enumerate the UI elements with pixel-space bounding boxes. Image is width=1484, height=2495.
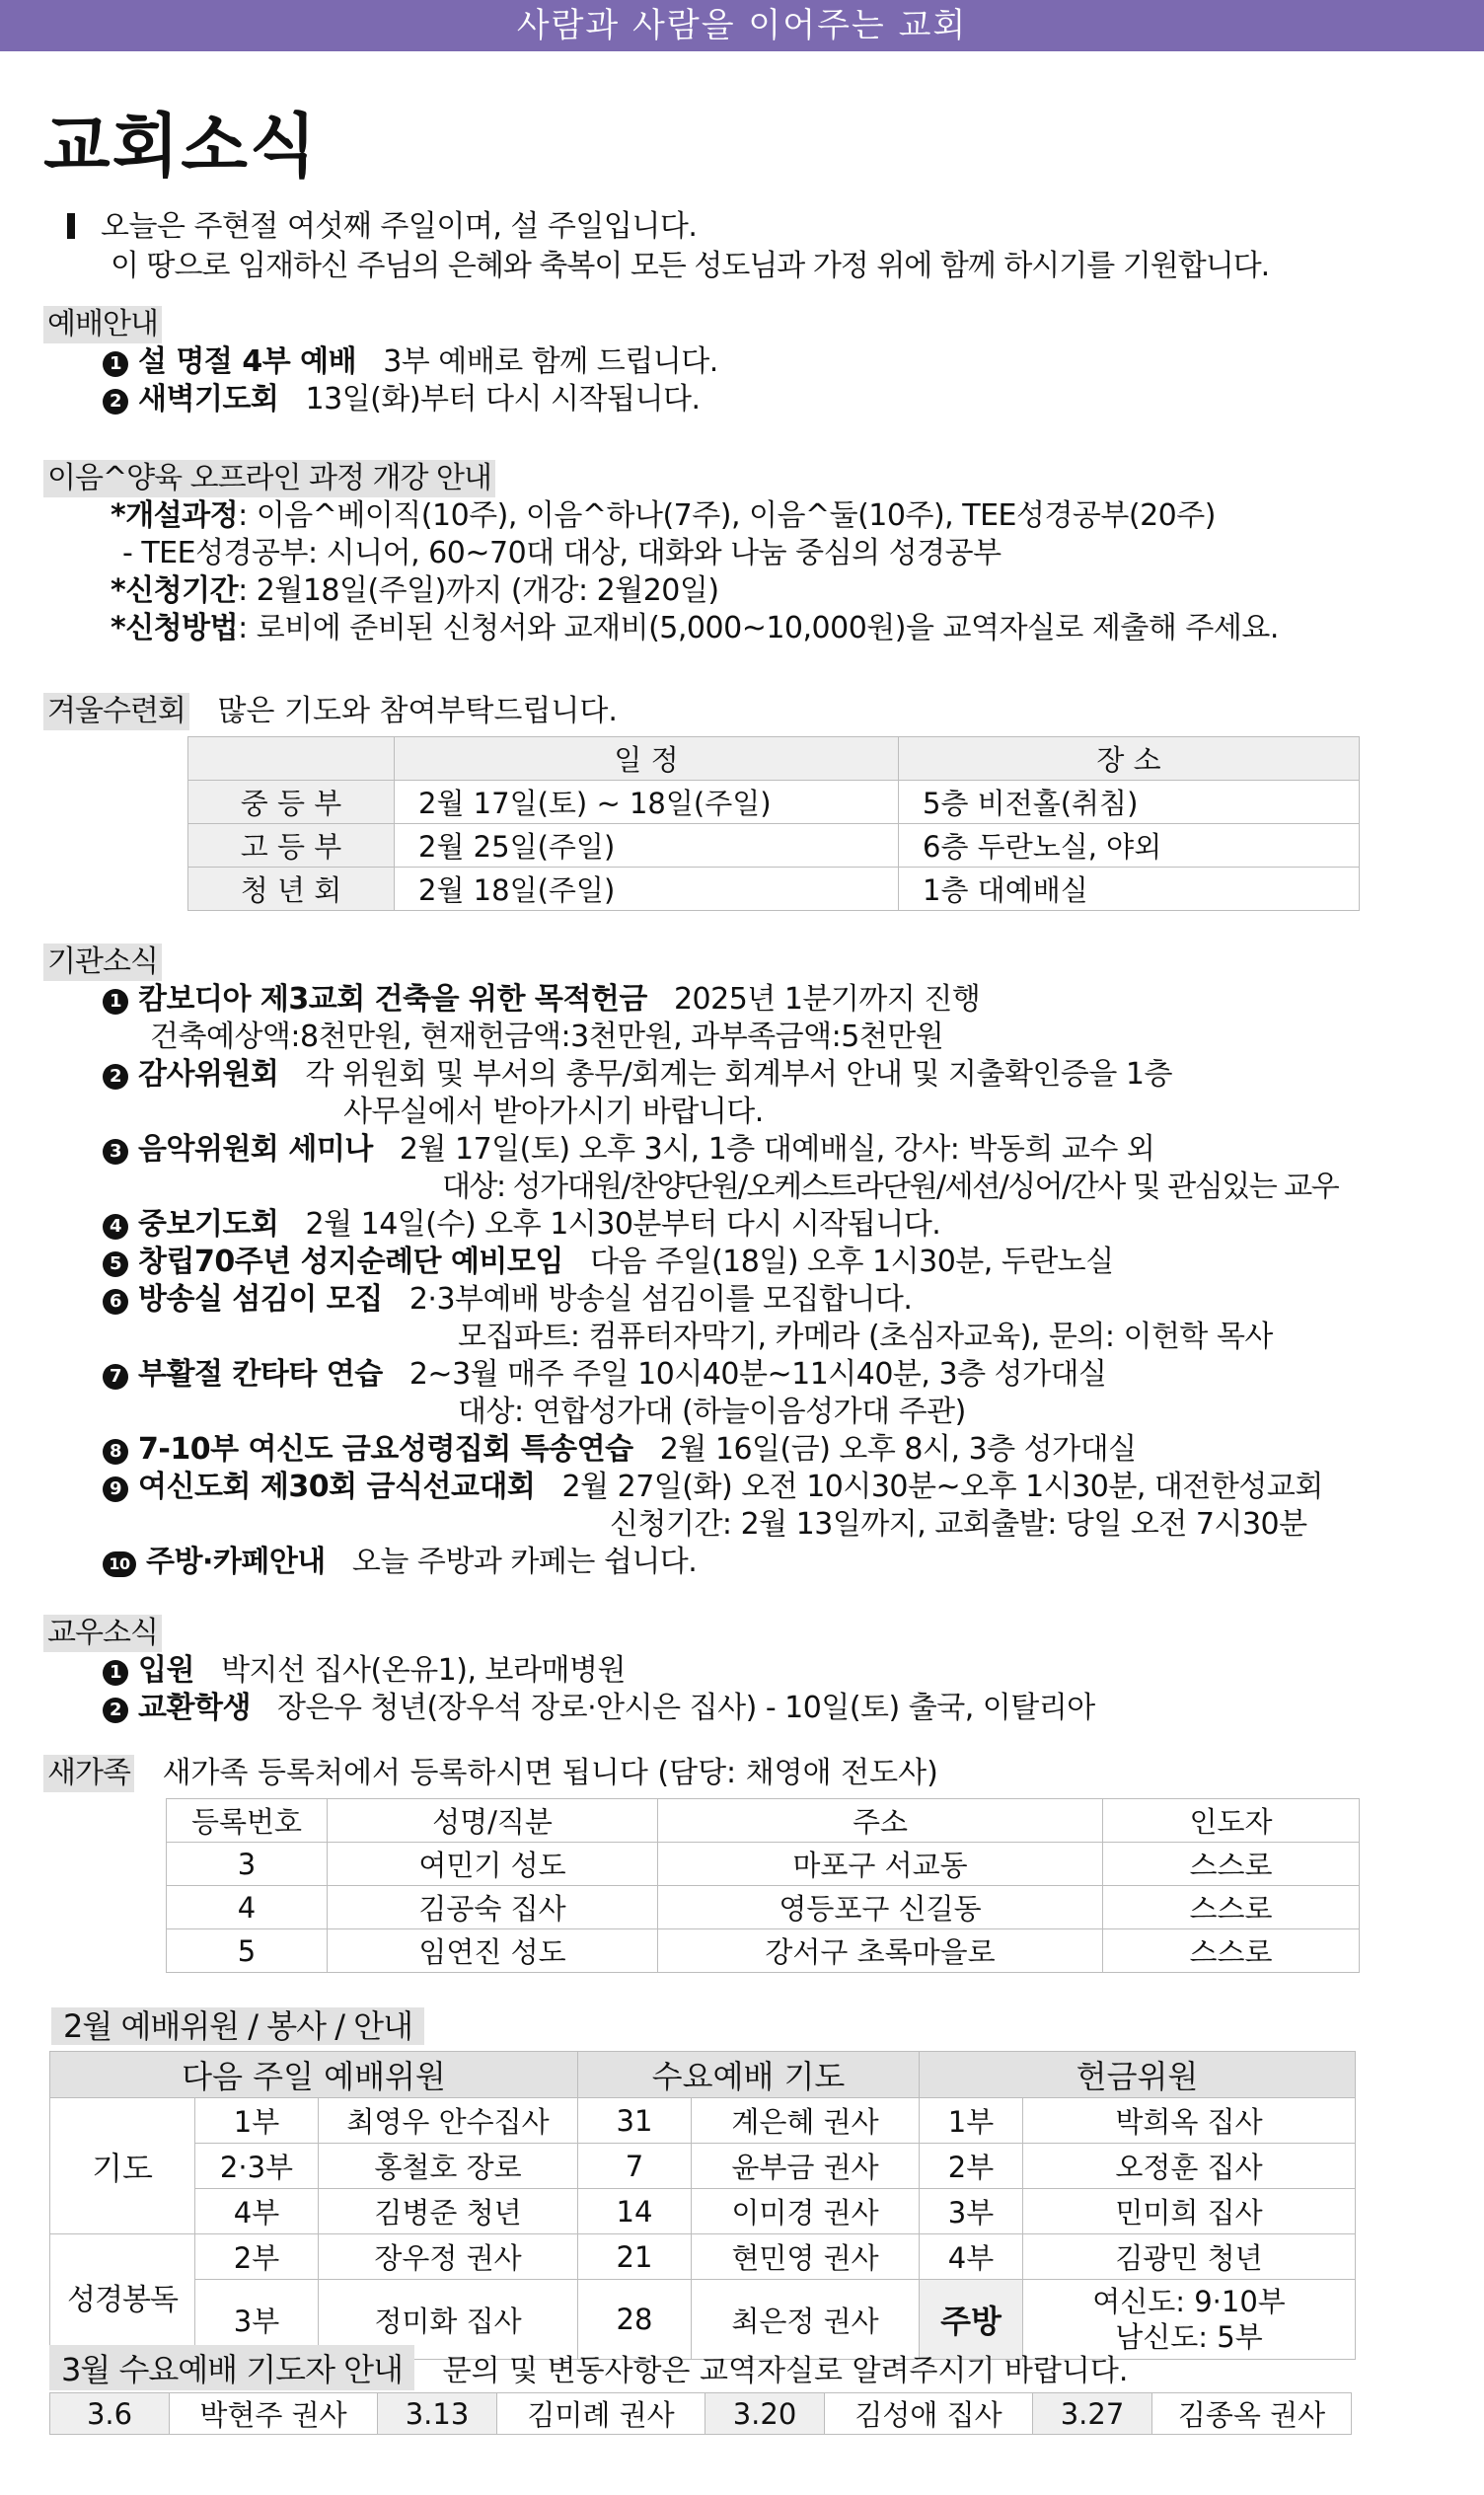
table-header-row (167, 1799, 1360, 1843)
agency-subline: 건축예상액:8천만원, 현재헌금액:3천만원, 과부족금액:5천만원 (150, 1020, 944, 1054)
table-cell: 3.20 (705, 2393, 825, 2435)
table-row (50, 2098, 1356, 2144)
table-cell: 28 (578, 2280, 692, 2360)
page-title: 교회소식 (43, 105, 319, 187)
training-line: *신청방법: 로비에 준비된 신청서와 교재비(5,000~10,000원)을 교역자실로 제출해 주세요. (111, 611, 1279, 645)
agency-subline: 신청기간: 2월 13일까지, 교회출발: 당일 오전 7시30분 (610, 1507, 1307, 1542)
march-section-header (49, 2345, 1128, 2390)
agency-subline: 대상: 연합성가대 (하늘이음성가대 주관) (458, 1395, 966, 1429)
table-cell: 김종옥 권사 (1152, 2393, 1352, 2435)
table-cell: 1부 (195, 2098, 319, 2144)
table-cell: 정미화 집사 (319, 2280, 578, 2360)
feb-section-header (51, 2007, 1472, 2047)
table-cell (188, 737, 395, 781)
kitchen-line: 남신도: 5부 (1115, 2320, 1263, 2354)
table-cell: 2·3부 (195, 2144, 319, 2189)
table-cell: 청 년 회 (188, 868, 395, 911)
number-badge-icon: 2 (103, 1698, 128, 1723)
table-header: 등록번호 (167, 1799, 328, 1843)
training-line: *개설과정: 이음^베이직(10주), 이음^하나(7주), 이음^둘(10주), TEE성경공부(20주) (111, 498, 1216, 533)
table-row (188, 824, 1360, 868)
table-header: 다음 주일 예배위원 (50, 2052, 578, 2098)
table-row (167, 1843, 1360, 1886)
number-badge-icon: 1 (103, 1660, 128, 1686)
members-item: 1 입원 박지선 집사(온유1), 보라매병원 (43, 1652, 1464, 1690)
newfamily-note: 새가족 등록처에서 등록하시면 됩니다 (담당: 채영애 전도사) (162, 1756, 938, 1790)
table-cell: 21 (578, 2234, 692, 2280)
number-badge-icon: 2 (103, 1064, 128, 1090)
table-cell: 중 등 부 (188, 781, 395, 824)
table-cell: 1층 대예배실 (899, 868, 1360, 911)
table-header: 헌금위원 (920, 2052, 1356, 2098)
table-row (50, 2393, 1352, 2435)
intro-line-1: 오늘은 주현절 여섯째 주일이며, 설 주일입니다. (67, 207, 1269, 247)
table-cell: 여민기 성도 (328, 1843, 658, 1886)
table-cell: 영등포구 신길동 (658, 1886, 1103, 1929)
number-badge-icon: 5 (103, 1251, 128, 1277)
table-cell: 3 (167, 1843, 328, 1886)
section-title: 교우소식 (43, 1615, 162, 1652)
table-cell: 최은정 권사 (692, 2280, 920, 2360)
table-cell: 4부 (195, 2189, 319, 2234)
table-cell: 김성애 집사 (825, 2393, 1033, 2435)
number-badge-icon: 7 (103, 1364, 128, 1390)
intro-line-2: 이 땅으로 임재하신 주님의 은혜와 축복이 모든 성도님과 가정 위에 함께 하시기를 기원합니다. (111, 249, 1270, 283)
table-cell: 장우정 권사 (319, 2234, 578, 2280)
table-cell: 윤부금 권사 (692, 2144, 920, 2189)
newfamily-section-header (43, 1755, 1464, 1792)
table-cell: 3.6 (50, 2393, 170, 2435)
table-header-row (50, 2052, 1356, 2098)
table-cell: 3.13 (378, 2393, 497, 2435)
agency-item: 3 음악위원회 세미나 2월 17일(토) 오후 3시, 1층 대예배실, 강사: 박동희 교수 외 (43, 1131, 1464, 1169)
table-cell: 1부 (920, 2098, 1023, 2144)
table-cell: 3.27 (1033, 2393, 1152, 2435)
section-title: 이음^양육 오프라인 과정 개강 안내 (43, 460, 495, 497)
table-cell: 최영우 안수집사 (319, 2098, 578, 2144)
table-header: 인도자 (1103, 1799, 1360, 1843)
section-title: 겨울수련회 (43, 693, 189, 730)
table-cell: 7 (578, 2144, 692, 2189)
table-cell: 5 (167, 1929, 328, 1973)
worship-section (43, 306, 1464, 418)
table-row (188, 868, 1360, 911)
training-section (43, 460, 1464, 647)
table-cell: 6층 두란노실, 야외 (899, 824, 1360, 868)
table-cell: 강서구 초록마을로 (658, 1929, 1103, 1973)
table-cell: 기도 (50, 2098, 195, 2234)
section-title: 새가족 (43, 1755, 134, 1792)
intro (67, 207, 1269, 286)
table-cell: 김광민 청년 (1023, 2234, 1356, 2280)
agency-section (43, 944, 1464, 1581)
table-cell: 3부 (920, 2189, 1023, 2234)
table-header: 주소 (658, 1799, 1103, 1843)
winter-table (187, 736, 1360, 911)
table-row (50, 2189, 1356, 2234)
newfamily-table (166, 1798, 1360, 1973)
section-title: 예배안내 (43, 306, 162, 343)
table-cell: 현민영 권사 (692, 2234, 920, 2280)
table-header-row (188, 737, 1360, 781)
table-row (167, 1886, 1360, 1929)
number-badge-icon: 9 (103, 1476, 128, 1502)
worship-item: 2 새벽기도회 13일(화)부터 다시 시작됩니다. (43, 381, 1464, 418)
table-cell: 김공숙 집사 (328, 1886, 658, 1929)
kitchen-line: 여신도: 9·10부 (1092, 2285, 1286, 2318)
number-badge-icon: 8 (103, 1439, 128, 1465)
table-cell: 31 (578, 2098, 692, 2144)
top-banner: 사람과 사람을 이어주는 교회 (0, 0, 1484, 51)
table-cell: 김미례 권사 (497, 2393, 705, 2435)
number-badge-icon: 10 (103, 1551, 136, 1577)
training-line: - TEE성경공부: 시니어, 60~70대 대상, 대화와 나눔 중심의 성경공부 (122, 536, 1002, 570)
agency-item: 8 7-10부 여신도 금요성령집회 특송연습 2월 16일(금) 오후 8시, 3층 성가대실 (43, 1431, 1464, 1469)
table-cell: 4부 (920, 2234, 1023, 2280)
section-title: 2월 예배위원 / 봉사 / 안내 (51, 2007, 424, 2045)
number-badge-icon: 4 (103, 1214, 128, 1240)
members-section (43, 1615, 1464, 1727)
worship-item: 1 설 명절 4부 예배 3부 예배로 함께 드립니다. (43, 343, 1464, 381)
table-cell: 계은혜 권사 (692, 2098, 920, 2144)
table-cell: 2월 17일(토) ~ 18일(주일) (395, 781, 899, 824)
agency-item: 2 감사위원회 각 위원회 및 부서의 총무/회계는 회계부서 안내 및 지출확인증을 1층 (43, 1056, 1464, 1094)
table-cell: 5층 비전홀(취침) (899, 781, 1360, 824)
winter-note: 많은 기도와 참여부탁드립니다. (217, 694, 618, 728)
table-cell: 박현주 권사 (170, 2393, 378, 2435)
table-cell: 마포구 서교동 (658, 1843, 1103, 1886)
table-cell: 2월 25일(주일) (395, 824, 899, 868)
table-cell: 주방 (920, 2280, 1023, 2360)
table-cell: 2부 (195, 2234, 319, 2280)
table-row (50, 2144, 1356, 2189)
table-cell: 홍철호 장로 (319, 2144, 578, 2189)
table-row (188, 781, 1360, 824)
table-cell: 3부 (195, 2280, 319, 2360)
table-cell: 김병준 청년 (319, 2189, 578, 2234)
table-cell: 임연진 성도 (328, 1929, 658, 1973)
table-header: 일 정 (395, 737, 899, 781)
table-header: 성명/직분 (328, 1799, 658, 1843)
table-cell: 14 (578, 2189, 692, 2234)
table-cell: 박희옥 집사 (1023, 2098, 1356, 2144)
agency-subline: 대상: 성가대원/찬양단원/오케스트라단원/세션/싱어/간사 및 관심있는 교우 (442, 1170, 1339, 1204)
table-header: 장 소 (899, 737, 1360, 781)
table-cell: 스스로 (1103, 1843, 1360, 1886)
table-cell: 2부 (920, 2144, 1023, 2189)
section-title: 기관소식 (43, 944, 162, 981)
number-badge-icon: 2 (103, 389, 128, 415)
agency-item: 7 부활절 칸타타 연습 2~3월 매주 주일 10시40분~11시40분, 3층 성가대실 (43, 1356, 1464, 1394)
table-cell: 4 (167, 1886, 328, 1929)
agency-item: 5 창립70주년 성지순례단 예비모임 다음 주일(18일) 오후 1시30분, 두란노실 (43, 1244, 1464, 1281)
number-badge-icon: 1 (103, 989, 128, 1015)
agency-subline: 사무실에서 받아가시기 바랍니다. (343, 1095, 764, 1129)
agency-item: 6 방송실 섬김이 모집 2·3부예배 방송실 섬김이를 모집합니다. (43, 1281, 1464, 1319)
agency-subline: 모집파트: 컴퓨터자막기, 카메라 (초심자교육), 문의: 이헌학 목사 (458, 1320, 1273, 1354)
table-cell: 이미경 권사 (692, 2189, 920, 2234)
bar-icon (67, 213, 75, 239)
table-row (167, 1929, 1360, 1973)
agency-item: 10 주방·카페안내 오늘 주방과 카페는 쉽니다. (43, 1544, 1464, 1581)
table-cell: 고 등 부 (188, 824, 395, 868)
table-header: 수요예배 기도 (578, 2052, 920, 2098)
feb-duty-table (49, 2051, 1356, 2360)
number-badge-icon: 6 (103, 1289, 128, 1315)
number-badge-icon: 1 (103, 351, 128, 377)
table-cell: 2월 18일(주일) (395, 868, 899, 911)
agency-item: 1 캄보디아 제3교회 건축을 위한 목적헌금 2025년 1분기까지 진행 (43, 981, 1464, 1019)
table-cell: 스스로 (1103, 1886, 1360, 1929)
table-cell: 민미희 집사 (1023, 2189, 1356, 2234)
march-table (49, 2392, 1352, 2435)
agency-item: 4 중보기도회 2월 14일(수) 오후 1시30분부터 다시 시작됩니다. (43, 1206, 1464, 1244)
table-row (50, 2234, 1356, 2280)
number-badge-icon: 3 (103, 1139, 128, 1165)
table-cell: 성경봉독 (50, 2234, 195, 2360)
march-note: 문의 및 변동사항은 교역자실로 알려주시기 바랍니다. (442, 2354, 1129, 2388)
training-line: *신청기간: 2월18일(주일)까지 (개강: 2월20일) (111, 573, 719, 608)
table-cell: 스스로 (1103, 1929, 1360, 1973)
section-title: 3월 수요예배 기도자 안내 (49, 2345, 414, 2390)
agency-item: 9 여신도회 제30회 금식선교대회 2월 27일(화) 오전 10시30분~오후 1시30분, 대전한성교회 (43, 1469, 1464, 1506)
table-cell: 오정훈 집사 (1023, 2144, 1356, 2189)
members-item: 2 교환학생 장은우 청년(장우석 장로·안시은 집사) - 10일(토) 출국, 이탈리아 (43, 1690, 1464, 1727)
winter-section-header (43, 693, 1464, 730)
